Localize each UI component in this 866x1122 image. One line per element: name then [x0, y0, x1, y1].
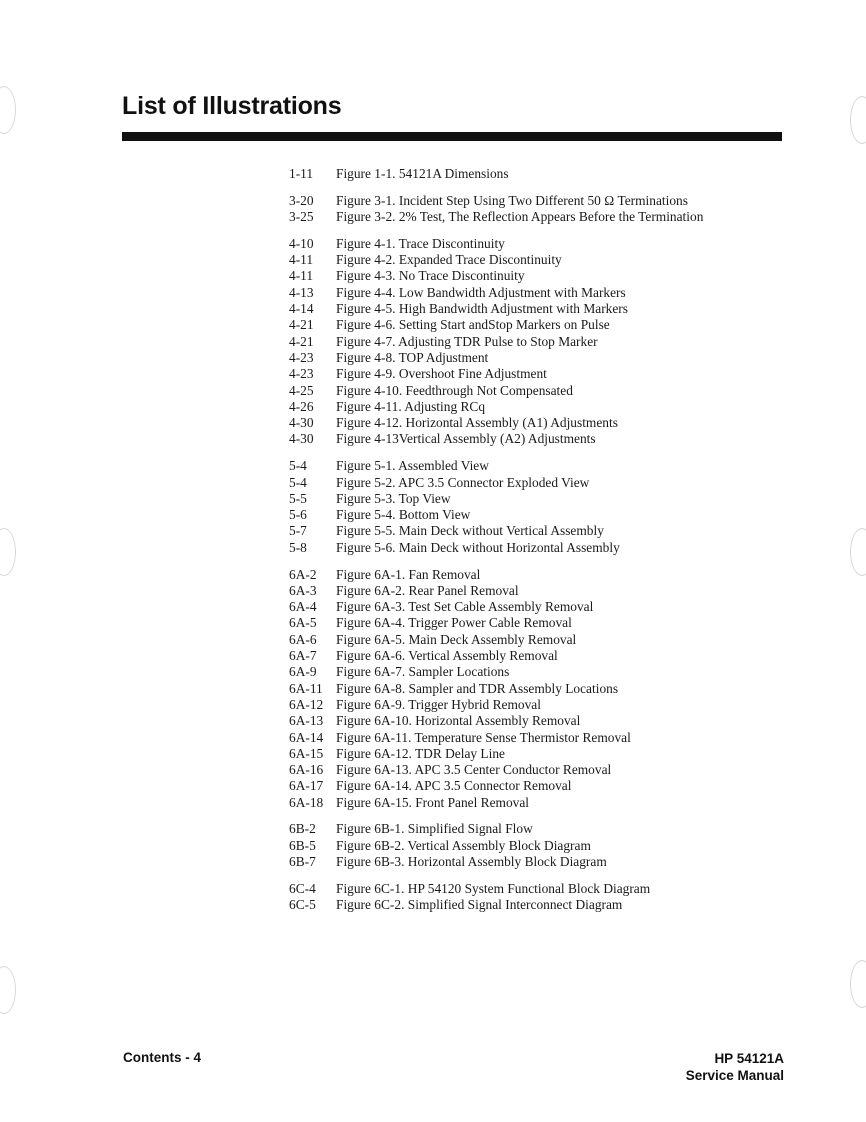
list-item — [289, 285, 789, 301]
illustrations-list — [289, 166, 789, 924]
figure-caption: Figure 6C-1. HP 54120 System Functional Block Diagram — [336, 880, 651, 896]
list-item — [289, 193, 789, 209]
page-number: 6A-18 — [289, 794, 324, 810]
figure-caption: Figure 4-7. Adjusting TDR Pulse to Stop Marker — [336, 333, 598, 349]
list-item — [289, 697, 789, 713]
figure-caption: Figure 6A-11. Temperature Sense Thermistor Removal — [336, 729, 631, 745]
page-number: 4-13 — [289, 284, 314, 300]
page-title: List of Illustrations — [122, 92, 342, 120]
page-number: 4-30 — [289, 415, 314, 431]
list-item — [289, 730, 789, 746]
page-number: 4-25 — [289, 382, 314, 398]
page-number: 6A-16 — [289, 762, 324, 778]
figure-caption: Figure 6B-1. Simplified Signal Flow — [336, 821, 533, 837]
footer-manual-name: Service Manual — [685, 1068, 784, 1083]
list-item — [289, 431, 789, 447]
list-item — [289, 491, 789, 507]
figure-group — [289, 166, 789, 182]
figure-caption: Figure 5-1. Assembled View — [336, 458, 489, 474]
figure-caption: Figure 6A-2. Rear Panel Removal — [336, 582, 519, 598]
figure-group — [289, 567, 789, 811]
page-number: 6A-7 — [289, 648, 317, 664]
list-item — [289, 664, 789, 680]
binder-hole-mark — [850, 528, 866, 576]
figure-group — [289, 236, 789, 448]
page-number: 4-23 — [289, 349, 314, 365]
figure-caption: Figure 6A-1. Fan Removal — [336, 566, 481, 582]
list-item — [289, 523, 789, 539]
page-number: 6A-17 — [289, 778, 324, 794]
figure-caption: Figure 6A-8. Sampler and TDR Assembly Locations — [336, 680, 619, 696]
page-number: 5-7 — [289, 523, 307, 539]
page-number: 6A-11 — [289, 680, 323, 696]
figure-group — [289, 821, 789, 870]
figure-caption: Figure 6A-13. APC 3.5 Center Conductor Removal — [336, 762, 612, 778]
page-number: 6C-5 — [289, 897, 316, 913]
list-item — [289, 681, 789, 697]
binder-hole-mark — [0, 966, 16, 1014]
list-item — [289, 567, 789, 583]
list-item — [289, 713, 789, 729]
page-number: 4-11 — [289, 252, 314, 268]
binder-hole-mark — [0, 86, 16, 134]
figure-caption: Figure 4-13Vertical Assembly (A2) Adjustments — [336, 431, 596, 447]
footer-page-label: Contents - 4 — [123, 1050, 202, 1065]
list-item — [289, 648, 789, 664]
list-item — [289, 507, 789, 523]
figure-caption: Figure 4-4. Low Bandwidth Adjustment with Markers — [336, 284, 626, 300]
page-number: 3-25 — [289, 209, 314, 225]
list-item — [289, 366, 789, 382]
figure-caption: Figure 4-2. Expanded Trace Discontinuity — [336, 252, 562, 268]
footer-manual-title — [686, 1050, 784, 1084]
binder-hole-mark — [850, 96, 866, 144]
figure-caption: Figure 6A-15. Front Panel Removal — [336, 794, 530, 810]
page-number: 6A-3 — [289, 582, 317, 598]
figure-caption: Figure 4-8. TOP Adjustment — [336, 349, 489, 365]
page-number: 6A-13 — [289, 713, 324, 729]
binder-hole-mark — [850, 960, 866, 1008]
list-item — [289, 854, 789, 870]
figure-caption: Figure 5-5. Main Deck without Vertical Assembly — [336, 523, 604, 539]
page-number: 3-20 — [289, 192, 314, 208]
page-number: 6A-5 — [289, 615, 317, 631]
page-number: 4-10 — [289, 235, 314, 251]
figure-caption: Figure 6A-3. Test Set Cable Assembly Removal — [336, 599, 594, 615]
page-number: 6A-12 — [289, 696, 324, 712]
figure-caption: Figure 4-5. High Bandwidth Adjustment with Markers — [336, 301, 628, 317]
list-item — [289, 795, 789, 811]
page-number: 4-11 — [289, 268, 314, 284]
list-item — [289, 599, 789, 615]
figure-caption: Figure 6A-10. Horizontal Assembly Removal — [336, 713, 581, 729]
list-item — [289, 746, 789, 762]
figure-caption: Figure 6A-5. Main Deck Assembly Removal — [336, 631, 577, 647]
page-number: 6A-2 — [289, 566, 317, 582]
page-number: 6A-4 — [289, 599, 317, 615]
footer-product: HP 54121A — [714, 1051, 784, 1066]
figure-caption: Figure 6A-4. Trigger Power Cable Removal — [336, 615, 572, 631]
figure-caption: Figure 5-6. Main Deck without Horizontal Assembly — [336, 539, 620, 555]
figure-caption: Figure 6B-2. Vertical Assembly Block Diagram — [336, 837, 591, 853]
page-number: 5-8 — [289, 539, 307, 555]
figure-caption: Figure 3-2. 2% Test, The Reflection Appears Before the Termination — [336, 209, 704, 225]
list-item — [289, 350, 789, 366]
figure-caption: Figure 6A-12. TDR Delay Line — [336, 745, 505, 761]
page-number: 5-4 — [289, 458, 307, 474]
figure-caption: Figure 6C-2. Simplified Signal Interconnect Diagram — [336, 897, 623, 913]
figure-caption: Figure 4-10. Feedthrough Not Compensated — [336, 382, 573, 398]
page-number: 4-30 — [289, 431, 314, 447]
figure-group — [289, 881, 789, 914]
figure-caption: Figure 3-1. Incident Step Using Two Different 50 Ω Terminations — [336, 192, 688, 208]
figure-caption: Figure 4-12. Horizontal Assembly (A1) Adjustments — [336, 415, 618, 431]
list-item — [289, 334, 789, 350]
list-item — [289, 415, 789, 431]
figure-caption: Figure 5-4. Bottom View — [336, 507, 471, 523]
list-item — [289, 615, 789, 631]
list-item — [289, 881, 789, 897]
page-number: 5-5 — [289, 490, 307, 506]
figure-caption: Figure 6A-9. Trigger Hybrid Removal — [336, 696, 541, 712]
list-item — [289, 762, 789, 778]
figure-caption: Figure 6A-7. Sampler Locations — [336, 664, 510, 680]
title-rule — [122, 132, 782, 141]
page-number: 5-6 — [289, 507, 307, 523]
page-number: 6A-9 — [289, 664, 317, 680]
list-item — [289, 540, 789, 556]
list-item — [289, 317, 789, 333]
list-item — [289, 475, 789, 491]
figure-group — [289, 458, 789, 556]
page-number: 4-26 — [289, 398, 314, 414]
list-item — [289, 897, 789, 913]
list-item — [289, 268, 789, 284]
figure-caption: Figure 4-3. No Trace Discontinuity — [336, 268, 525, 284]
figure-caption: Figure 5-3. Top View — [336, 490, 451, 506]
list-item — [289, 236, 789, 252]
list-item — [289, 383, 789, 399]
page-number: 6A-15 — [289, 745, 324, 761]
list-item — [289, 399, 789, 415]
list-item — [289, 838, 789, 854]
figure-caption: Figure 4-6. Setting Start andStop Markers on Pulse — [336, 317, 610, 333]
figure-caption: Figure 5-2. APC 3.5 Connector Exploded View — [336, 474, 590, 490]
figure-caption: Figure 6A-14. APC 3.5 Connector Removal — [336, 778, 572, 794]
page-number: 4-14 — [289, 301, 314, 317]
page-number: 4-21 — [289, 333, 314, 349]
list-item — [289, 252, 789, 268]
binder-hole-mark — [0, 528, 16, 576]
figure-caption: Figure 1-1. 54121A Dimensions — [336, 166, 509, 181]
list-item — [289, 778, 789, 794]
page-number: 5-4 — [289, 474, 307, 490]
page-number: 6A-14 — [289, 729, 324, 745]
figure-caption: Figure 4-1. Trace Discontinuity — [336, 235, 505, 251]
page-number: 4-21 — [289, 317, 314, 333]
list-item — [289, 583, 789, 599]
figure-caption: Figure 6A-6. Vertical Assembly Removal — [336, 648, 558, 664]
page-number: 6B-2 — [289, 821, 316, 837]
list-item — [289, 209, 789, 225]
list-item — [289, 166, 789, 182]
list-item — [289, 458, 789, 474]
page-number: 6B-5 — [289, 837, 316, 853]
figure-caption: Figure 4-9. Overshoot Fine Adjustment — [336, 366, 547, 382]
figure-caption: Figure 4-11. Adjusting RCq — [336, 398, 486, 414]
page-number: 4-23 — [289, 366, 314, 382]
page-number: 6A-6 — [289, 631, 317, 647]
page-number: 6B-7 — [289, 854, 316, 870]
page-number: 1-11 — [289, 166, 314, 181]
list-item — [289, 821, 789, 837]
figure-group — [289, 193, 789, 226]
page-number: 6C-4 — [289, 880, 316, 896]
list-item — [289, 301, 789, 317]
list-item — [289, 632, 789, 648]
figure-caption: Figure 6B-3. Horizontal Assembly Block Diagram — [336, 854, 607, 870]
